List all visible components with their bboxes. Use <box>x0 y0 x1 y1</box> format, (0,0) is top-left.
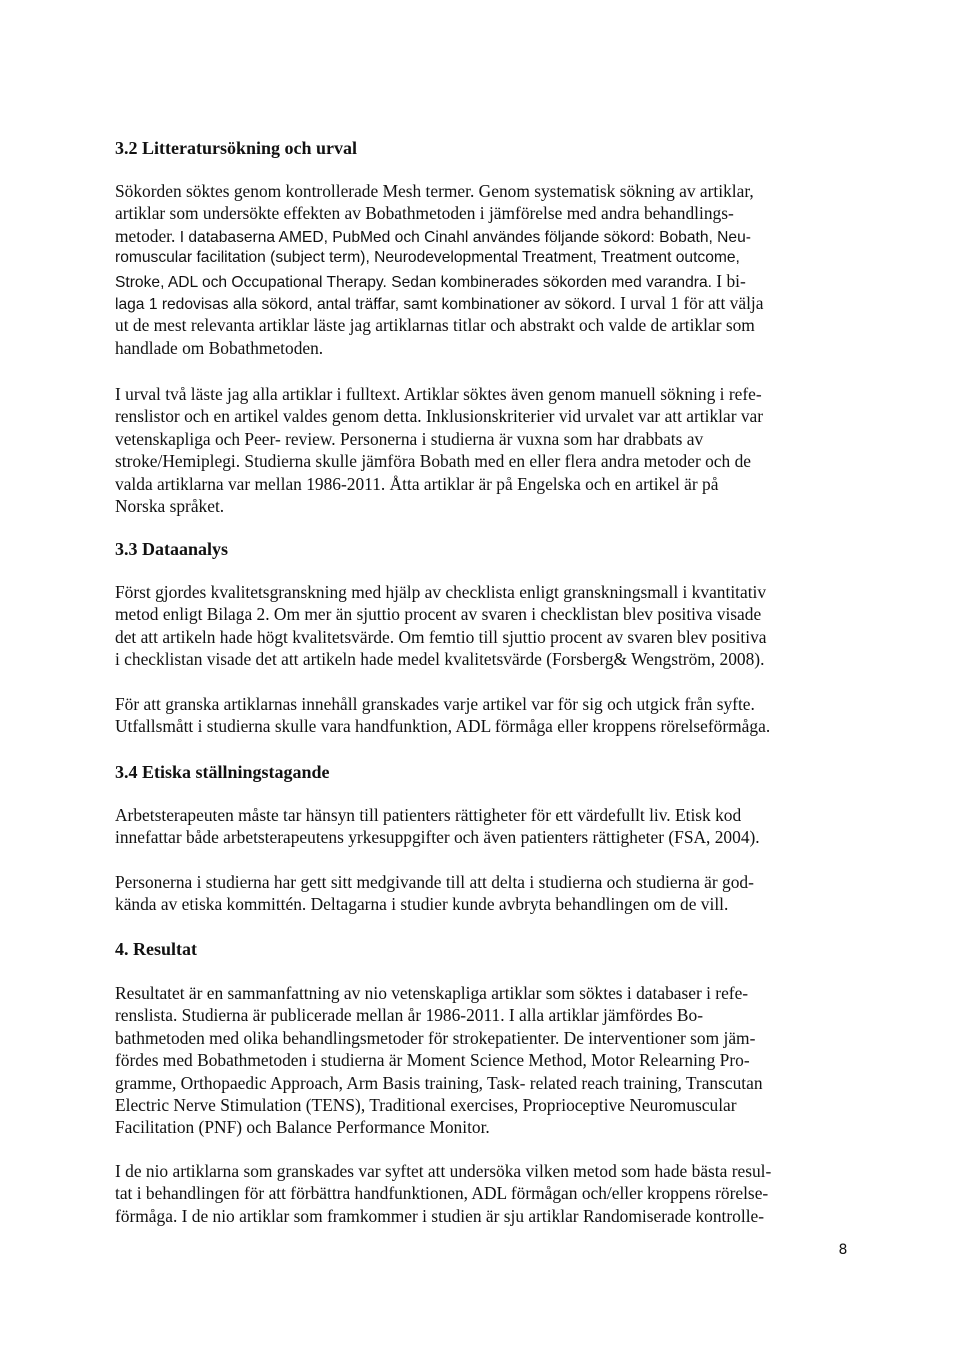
paragraph-granskning <box>115 693 850 738</box>
text-line: Sökorden söktes genom kontrollerade Mesh termer. Genom systematisk sökning av artiklar, <box>115 181 754 201</box>
text-line: metod enligt Bilaga 2. Om mer än sjuttio procent av svaren i checklistan blev positiva visade <box>115 604 762 625</box>
text-line: Personerna i studierna har gett sitt medgivande till att delta i studierna och studierna är god- <box>115 872 754 892</box>
text-line: kända av etiska kommittén. Deltagarna i studier kunde avbryta behandlingen om de vill. <box>115 894 729 915</box>
text-segment: Stroke, ADL och Occupational Therapy. Sedan kombinerades sökorden med varandra. <box>115 273 712 291</box>
text-line <box>115 292 850 314</box>
section-heading-resultat: 4. Resultat <box>115 939 197 959</box>
text-line: För att granska artiklarnas innehåll granskades varje artikel var för sig och utgick från syfte. <box>115 694 755 714</box>
text-line: valda artiklarna var mellan 1986-2011. Åtta artiklar är på Engelska och en artikel är på <box>115 473 719 494</box>
text-line: Facilitation (PNF) och Balance Performance Monitor. <box>115 1117 490 1138</box>
text-line <box>115 225 850 247</box>
page-number: 8 <box>838 1242 848 1258</box>
text-line: I de nio artiklarna som granskades var syftet att undersöka vilken metod som hade bästa resul- <box>115 1161 772 1181</box>
section-heading-litteratursokning: 3.2 Litteratursökning och urval <box>115 138 358 158</box>
text-line: det att artikeln hade högt kvalitetsvärde. Om femtio till sjuttio procent av svaren blev positiva <box>115 626 767 647</box>
paragraph-sokord <box>115 180 850 359</box>
text-line: renslistor och en artikel valdes genom detta. Inklusionskriterier vid urvalet var att artiklar var <box>115 406 764 427</box>
text-line: Utfallsmått i studierna skulle vara handfunktion, ADL förmåga eller kroppens rörelseförmåga. <box>115 716 771 737</box>
text-segment: metoder. <box>115 225 176 246</box>
text-line: vetenskapliga och Peer- review. Personerna i studierna är vuxna som har drabbats av <box>115 428 704 449</box>
text-line: tat i behandlingen för att förbättra handfunktionen, ADL förmågan och/eller kroppens rörelse- <box>115 1183 769 1204</box>
text-line: handlade om Bobathmetoden. <box>115 337 324 358</box>
text-segment: I databaserna AMED, PubMed och Cinahl användes följande sökord: Bobath, Neu- <box>175 228 751 246</box>
text-line: ut de mest relevanta artiklar läste jag artiklarnas titlar och abstrakt och valde de artiklar som <box>115 315 755 336</box>
section-heading-etiska: 3.4 Etiska ställningstagande <box>115 762 330 782</box>
paragraph-kvalitetsgranskning <box>115 581 850 671</box>
section-heading-dataanalys: 3.3 Dataanalys <box>115 539 229 559</box>
text-line: Electric Nerve Stimulation (TENS), Traditional exercises, Proprioceptive Neuromuscular <box>115 1094 737 1115</box>
text-line: Arbetsterapeuten måste tar hänsyn till patienters rättigheter för ett värdefullt liv. Etisk kod <box>115 805 742 825</box>
text-segment: I bi- <box>711 270 746 291</box>
text-line: gramme, Orthopaedic Approach, Arm Basis training, Task- related reach training, Transcutan <box>115 1072 763 1093</box>
paragraph-sammanfattning <box>115 982 850 1139</box>
text-line: förmåga. I de nio artiklar som framkommer i studien är sju artiklar Randomiserade kontrolle- <box>115 1205 765 1226</box>
text-segment: laga 1 redovisas alla sökord, antal träffar, samt kombinationer av sökord. <box>115 295 616 313</box>
paragraph-medgivande <box>115 871 850 916</box>
text-line <box>115 270 850 292</box>
text-line: romuscular facilitation (subject term), Neurodevelopmental Treatment, Treatment outcome, <box>115 249 740 267</box>
paragraph-etisk-kod <box>115 804 850 849</box>
text-line: Först gjordes kvalitetsgranskning med hjälp av checklista enligt granskningsmall i kvantitativ <box>115 582 767 602</box>
text-line: renslista. Studierna är publicerade mellan år 1986-2011. I alla artiklar jämfördes Bo- <box>115 1005 704 1026</box>
text-line: fördes med Bobathmetoden i studierna är Moment Science Method, Motor Relearning Pro- <box>115 1050 750 1071</box>
text-line: bathmetoden med olika behandlingsmetoder för strokepatienter. De interventioner som jäm- <box>115 1027 756 1048</box>
text-line: i checklistan visade det att artikeln hade medel kvalitetsvärde (Forsberg& Wengström, 2008). <box>115 649 765 670</box>
text-line: Resultatet är en sammanfattning av nio vetenskapliga artiklar som söktes i databaser i refe- <box>115 983 749 1003</box>
text-line: Norska språket. <box>115 495 225 516</box>
text-line: innefattar både arbetsterapeutens yrkesuppgifter och även patienters rättigheter (FSA, 2004). <box>115 827 760 848</box>
paragraph-urval <box>115 383 850 517</box>
text-line: artiklar som undersökte effekten av Bobathmetoden i jämförelse med andra behandlings- <box>115 203 734 224</box>
paragraph-syfte <box>115 1160 850 1227</box>
text-segment: I urval 1 för att välja <box>615 292 764 313</box>
text-line: stroke/Hemiplegi. Studierna skulle jämföra Bobath med en eller flera andra metoder och de <box>115 451 751 472</box>
text-line: I urval två läste jag alla artiklar i fulltext. Artiklar söktes även genom manuell sökning i refe- <box>115 384 762 404</box>
